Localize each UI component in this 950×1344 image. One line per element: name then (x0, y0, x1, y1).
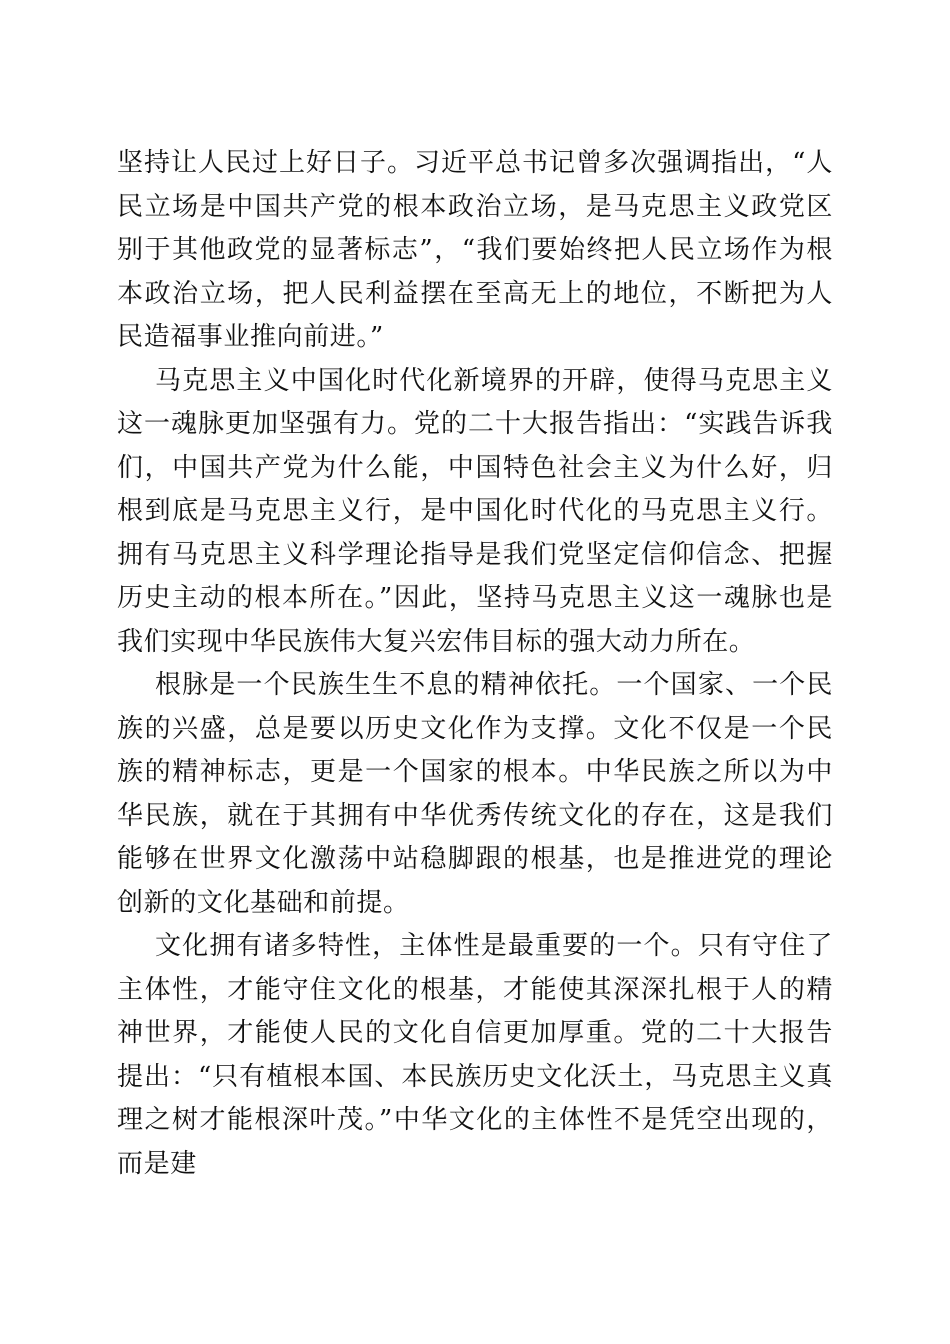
paragraph-4: 文化拥有诸多特性，主体性是最重要的一个。只有守住了主体性，才能守住文化的根基，才能使其深深扎根于人的精神世界，才能使人民的文化自信更加厚重。党的二十大报告提出：“只有植根本国、本民族历史文化沃土，马克思主义真理之树才能根深叶茂。”中华文化的主体性不是凭空出现的，而是建 (117, 931, 833, 1179)
paragraph-1: 坚持让人民过上好日子。习近平总书记曾多次强调指出，“人民立场是中国共产党的根本政治立场，是马克思主义政党区别于其他政党的显著标志”，“我们要始终把人民立场作为根本政治立场，把人民利益摆在至高无上的地位，不断把为人民造福事业推向前进。” (117, 148, 833, 352)
paragraph-3: 根脉是一个民族生生不息的精神依托。一个国家、一个民族的兴盛，总是要以历史文化作为支撑。文化不仅是一个民族的精神标志，更是一个国家的根本。中华民族之所以为中华民族，就在于其拥有中华优秀传统文化的存在，这是我们能够在世界文化激荡中站稳脚跟的根基，也是推进党的理论创新的文化基础和前提。 (117, 670, 833, 918)
paragraph-2: 马克思主义中国化时代化新境界的开辟，使得马克思主义这一魂脉更加坚强有力。党的二十大报告指出：“实践告诉我们，中国共产党为什么能，中国特色社会主义为什么好，归根到底是马克思主义行，是中国化时代化的马克思主义行。拥有马克思主义科学理论指导是我们党坚定信仰信念、把握历史主动的根本所在。”因此，坚持马克思主义这一魂脉也是我们实现中华民族伟大复兴宏伟目标的强大动力所在。 (117, 365, 833, 657)
body-text (117, 142, 833, 1186)
